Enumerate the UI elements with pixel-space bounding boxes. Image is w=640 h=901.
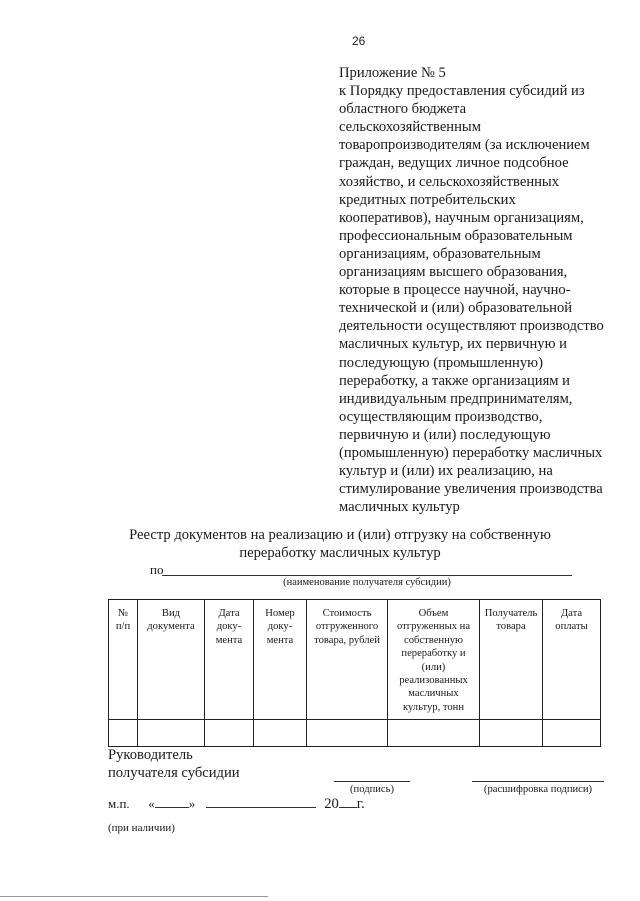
appendix-line: организациям высшего образования, <box>339 264 568 281</box>
appendix-line: граждан, ведущих личное подсобное <box>339 155 569 172</box>
appendix-line: кредитных потребительских <box>339 191 516 208</box>
appendix-line: Приложение № 5 <box>339 65 446 81</box>
footer-divider <box>0 896 268 897</box>
column-header-line: доку- <box>216 621 242 633</box>
appendix-line: товаропроизводителям (за исключением <box>339 137 590 154</box>
column-header-line: мента <box>266 634 294 646</box>
column-header-line: реализованных <box>399 675 468 687</box>
recipient-label: по <box>150 562 164 577</box>
signature-decode-caption: (расшифровка подписи) <box>483 784 593 795</box>
column-header-line: Объем <box>418 608 449 619</box>
appendix-line: к Порядку предоставления субсидий из <box>339 83 585 100</box>
appendix-line: кооперативов), научным организациям, <box>339 209 584 226</box>
appendix-line: областного бюджета <box>339 101 467 118</box>
table-header-row <box>109 600 601 720</box>
appendix-line: (промышленную) переработку масличных <box>339 444 603 461</box>
stamp-label: м.п. <box>108 796 130 811</box>
column-header-number <box>109 600 138 720</box>
table-cell-document-type[interactable] <box>138 720 205 747</box>
appendix-line: осуществляющим производство, <box>339 408 543 425</box>
registry-title <box>90 526 590 562</box>
appendix-line: технической и (или) образовательной <box>339 300 573 317</box>
stamp-date-row <box>108 796 365 813</box>
date-day-field[interactable] <box>155 796 189 808</box>
appendix-line: культур и (или) их реализацию, на <box>339 463 553 480</box>
table-cell-document-date[interactable] <box>205 720 254 747</box>
column-header-line: Номер <box>265 608 295 619</box>
column-header-volume <box>388 600 480 720</box>
column-header-line: Стоимость <box>322 608 372 619</box>
column-header-line: п/п <box>115 621 131 633</box>
table-cell-payment-date[interactable] <box>543 720 601 747</box>
column-header-document-date <box>205 600 254 720</box>
appendix-line: деятельности осуществляют производство <box>339 318 604 335</box>
column-header-line: документа <box>147 621 195 633</box>
column-header-line: Дата <box>218 608 240 619</box>
column-header-line: доку- <box>267 621 293 633</box>
table-cell-document-number[interactable] <box>254 720 307 747</box>
table-cell-number[interactable] <box>109 720 138 747</box>
appendix-line: индивидуальным предпринимателям, <box>339 390 573 407</box>
appendix-line: стимулирование увеличения производства <box>339 481 603 498</box>
appendix-line: масличных культур <box>339 499 460 516</box>
appendix-line: организациям, образовательным <box>339 245 541 262</box>
column-header-line: оплаты <box>555 621 588 633</box>
appendix-header <box>339 64 624 516</box>
column-header-goods-recipient <box>480 600 543 720</box>
signature-field[interactable] <box>334 781 410 782</box>
appendix-line: масличных культур, их первичную и <box>339 336 567 353</box>
appendix-line: переработку, а также организациям и <box>339 372 570 389</box>
date-year-prefix: 20 <box>324 796 339 812</box>
signer-title-line: Руководитель <box>108 747 193 763</box>
column-header-line: переработку и <box>401 648 466 660</box>
appendix-line: хозяйство, и сельскохозяйственных <box>339 173 560 190</box>
column-header-document-number <box>254 600 307 720</box>
column-header-line: культур, тонн <box>402 701 465 713</box>
column-header-line: Получатель <box>484 608 538 619</box>
appendix-line: первичную и (или) последующую <box>339 426 551 443</box>
column-header-line: № <box>117 608 129 619</box>
date-quote-close: » <box>188 796 196 811</box>
column-header-line: масличных <box>408 688 459 700</box>
column-header-line: товара, рублей <box>314 634 380 646</box>
column-header-document-type <box>138 600 205 720</box>
appendix-line: сельскохозяйственным <box>339 119 481 136</box>
date-year-suffix: г. <box>356 796 365 812</box>
column-header-line: товара <box>496 621 526 633</box>
date-year-field[interactable] <box>339 796 357 808</box>
recipient-name-caption: (наименование получателя субсидии) <box>283 577 451 588</box>
column-header-line: Дата <box>560 608 583 619</box>
signer-title-line: получателя субсидии <box>108 764 240 781</box>
table-row <box>109 720 601 747</box>
registry-table <box>108 599 601 747</box>
table-cell-volume[interactable] <box>388 720 480 747</box>
column-header-line: Вид <box>161 608 181 619</box>
column-header-line: (или) <box>421 661 446 673</box>
appendix-line: последующую (промышленную) <box>339 354 543 371</box>
appendix-line: которые в процессе научной, научно- <box>339 282 571 299</box>
column-header-line: собственную <box>404 634 463 646</box>
page-number: 26 <box>352 34 366 48</box>
stamp-availability-note: (при наличии) <box>108 822 175 834</box>
recipient-name-field[interactable] <box>162 575 572 576</box>
column-header-line: отгруженного <box>315 621 379 633</box>
table-cell-shipped-cost[interactable] <box>307 720 388 747</box>
table-cell-goods-recipient[interactable] <box>480 720 543 747</box>
registry-title-line: Реестр документов на реализацию и (или) отгрузку на собственную <box>129 527 551 543</box>
appendix-line: профессиональным образовательным <box>339 227 573 244</box>
signature-caption: (подпись) <box>350 784 394 795</box>
date-quote-open: « <box>148 796 155 811</box>
signature-decode-field[interactable] <box>472 781 604 782</box>
date-month-field[interactable] <box>206 796 316 808</box>
column-header-line: мента <box>215 634 243 646</box>
registry-title-line: переработку масличных культур <box>239 545 441 561</box>
signer-title <box>108 747 240 782</box>
column-header-payment-date <box>543 600 601 720</box>
column-header-shipped-cost <box>307 600 388 720</box>
column-header-line: отгруженных на <box>396 621 471 633</box>
